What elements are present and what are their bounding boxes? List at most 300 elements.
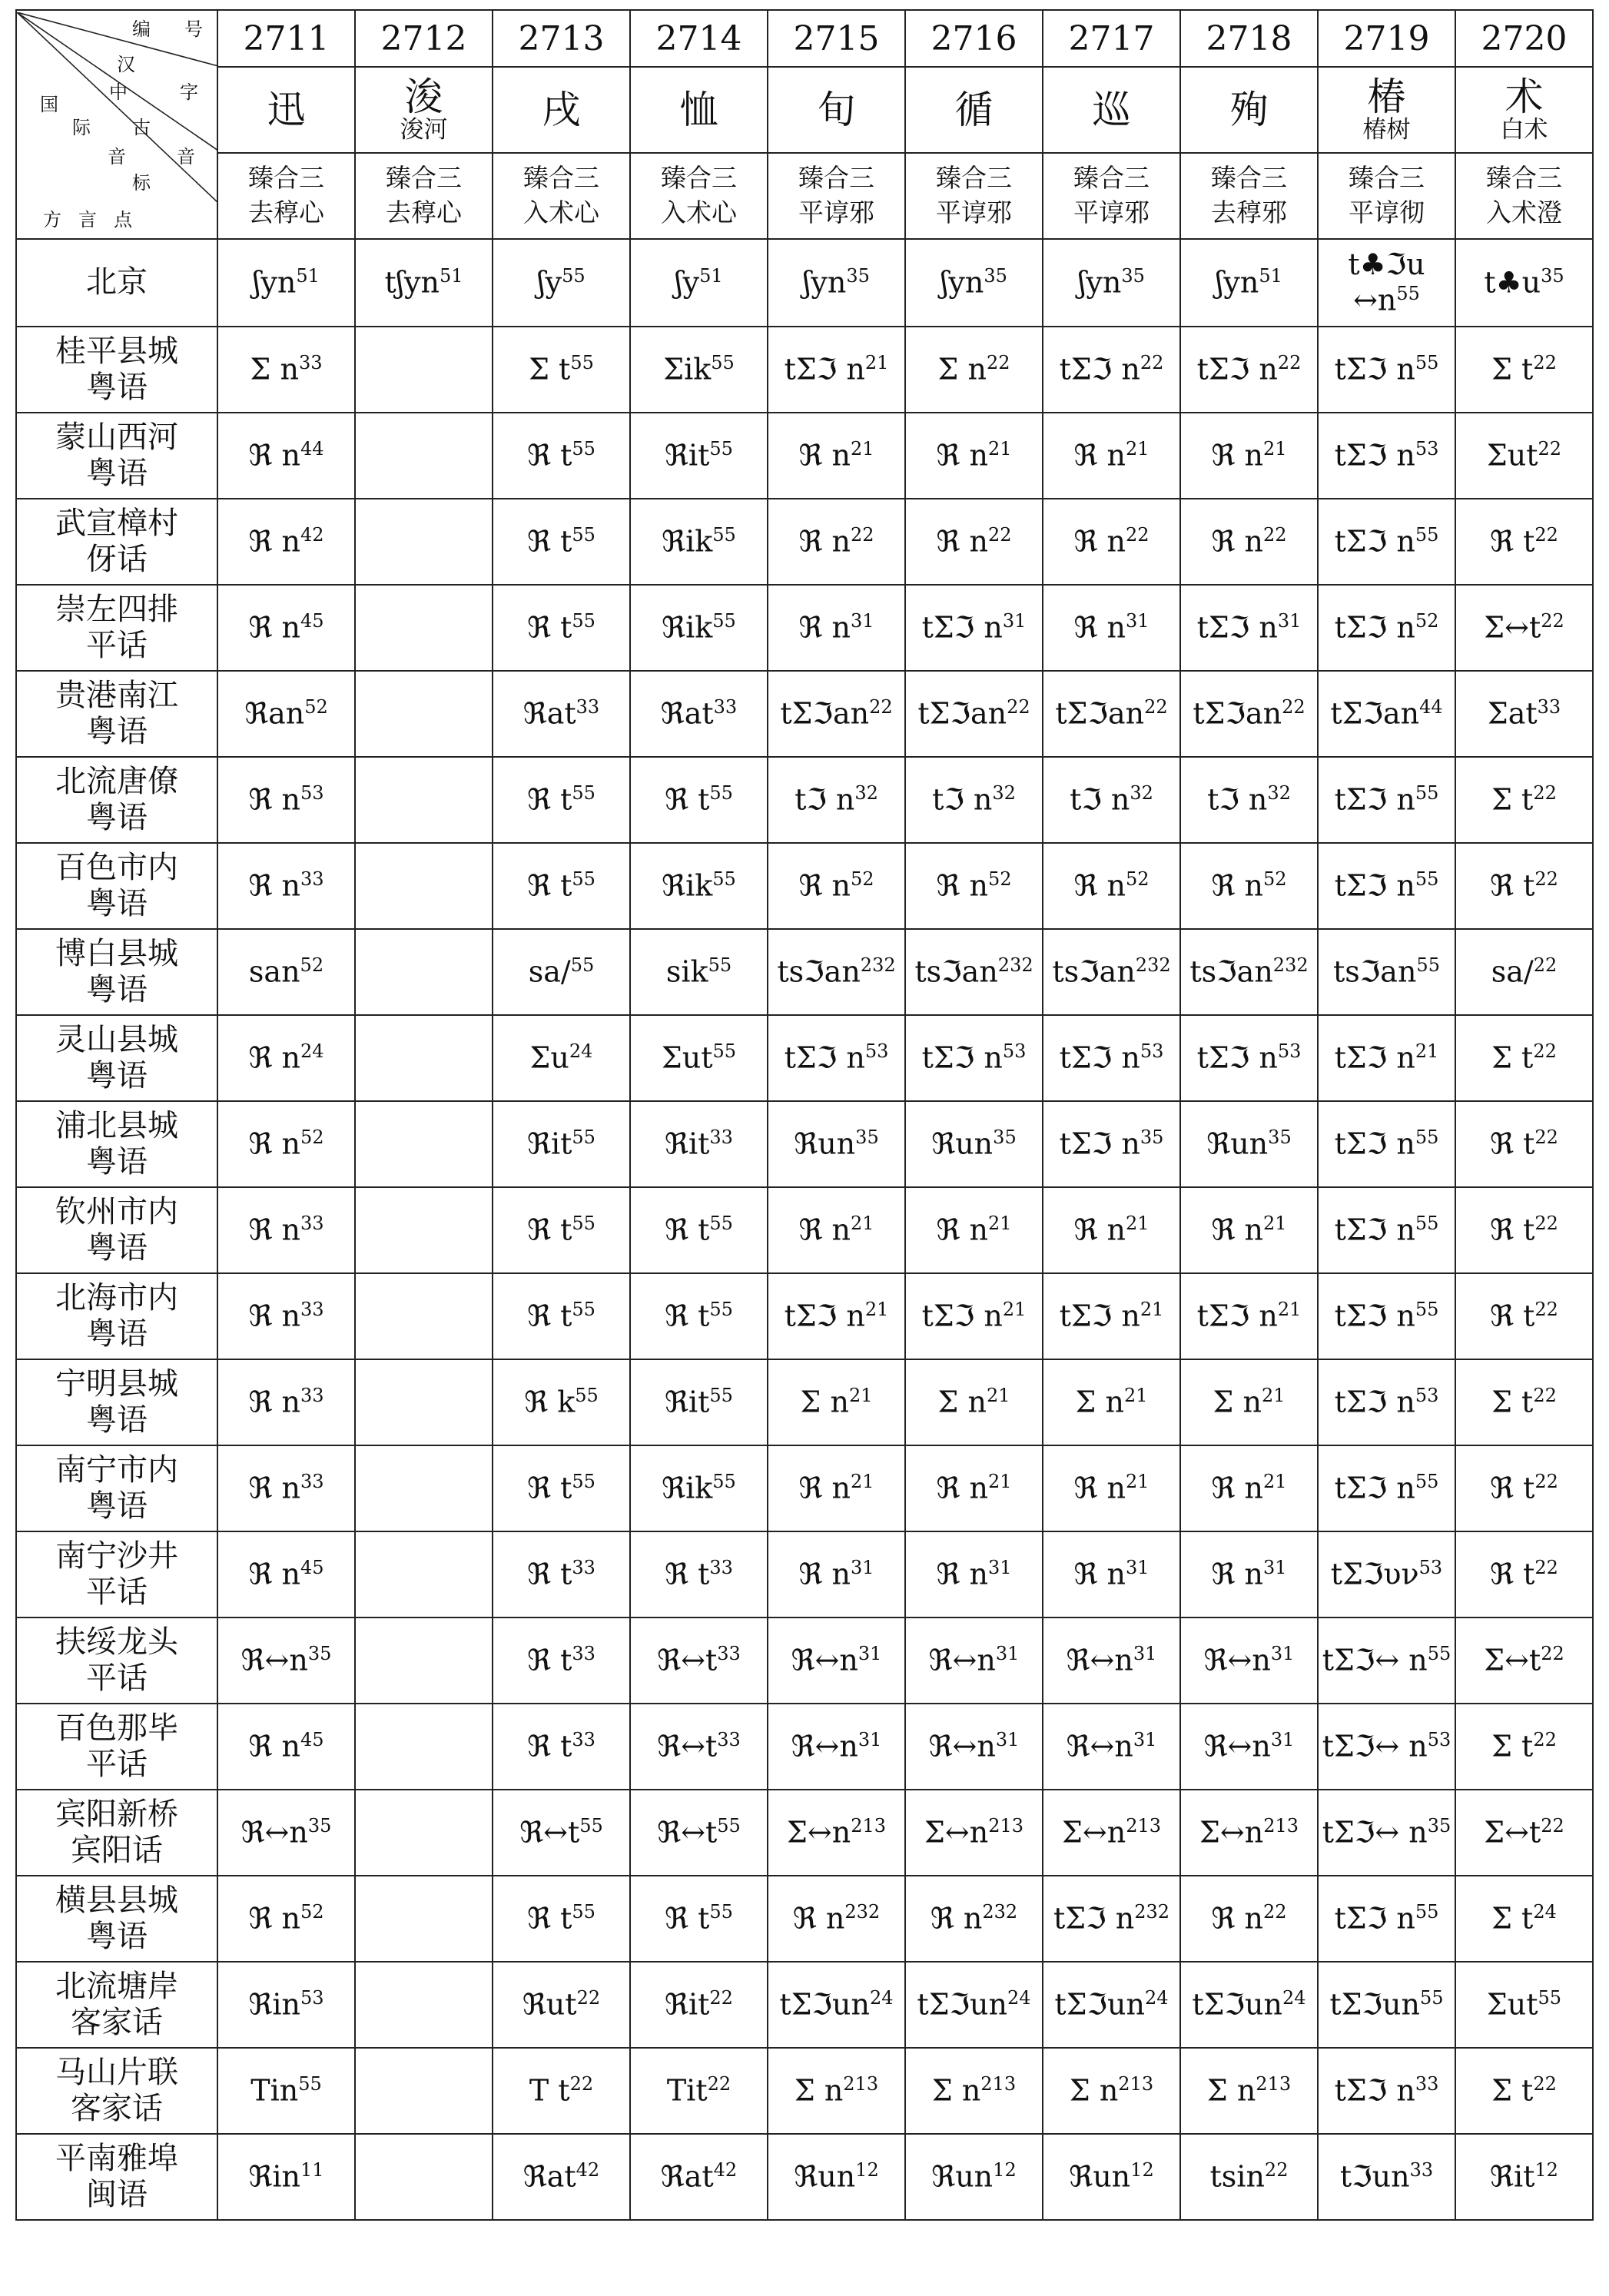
- tone-number: 22: [707, 2072, 732, 2095]
- pronunciation-cell: [217, 1876, 355, 1962]
- tone-number: 31: [858, 1728, 882, 1750]
- pronunciation-cell: [1043, 239, 1180, 327]
- pronunciation-cell: [630, 499, 768, 585]
- tone-number: 232: [1272, 954, 1309, 976]
- ipa-text: Σ n: [1069, 2073, 1119, 2108]
- ipa-text: ℜ n: [936, 1213, 988, 1247]
- ipa-text: ℜ↔n: [1066, 1643, 1133, 1677]
- tone-number: 31: [858, 1642, 882, 1664]
- ipa-text: Σ n: [794, 2073, 844, 2108]
- pronunciation-cell: [217, 413, 355, 499]
- pronunciation-cell: [1455, 585, 1593, 671]
- ipa-text: Σu: [529, 1040, 569, 1075]
- ipa-text: ʃy: [537, 265, 562, 300]
- pronunciation-cell: [768, 585, 905, 671]
- ipa-text: ℜ n: [798, 524, 851, 559]
- location-label: 客家话: [71, 2091, 163, 2126]
- pronunciation-cell: [768, 757, 905, 843]
- location-label: 南宁沙井: [55, 1538, 178, 1574]
- pronunciation-cell: [1180, 1876, 1318, 1962]
- tone-number: 55: [572, 523, 595, 546]
- pronunciation-cell: [1180, 413, 1318, 499]
- pronunciation-cell: [1043, 2048, 1180, 2134]
- tone-number: 22: [1533, 1040, 1557, 1062]
- pronunciation-cell: [217, 1962, 355, 2048]
- pronunciation-cell: [1180, 239, 1318, 327]
- middle-chinese-cell: [217, 153, 355, 239]
- ipa-text: Σ n: [937, 1385, 987, 1419]
- location-cell: [16, 499, 217, 585]
- char-number: 2713: [493, 10, 630, 67]
- ipa-text: ℜ n: [248, 868, 300, 903]
- pronunciation-cell: [493, 585, 630, 671]
- tone-number: 52: [300, 1900, 324, 1923]
- location-label: 粤语: [86, 886, 148, 921]
- pronunciation-cell: [1455, 1790, 1593, 1876]
- char-cell: [1318, 67, 1455, 153]
- pronunciation-cell: [355, 929, 493, 1015]
- pronunciation-cell: [355, 1445, 493, 1531]
- ipa-text: ℜit: [665, 1126, 710, 1161]
- tone-number: 55: [708, 954, 732, 976]
- pronunciation-cell: [493, 1617, 630, 1704]
- pronunciation-cell: [630, 1790, 768, 1876]
- tone-number: 55: [298, 2072, 322, 2095]
- ipa-text: ℜit: [665, 1987, 710, 2022]
- pronunciation-cell: [905, 671, 1043, 757]
- location-cell: [16, 1531, 217, 1617]
- pronunciation-cell: [1318, 2134, 1455, 2220]
- ipa-text: tΣℑ n: [784, 1299, 865, 1333]
- header-row-middle-chinese: [16, 153, 1593, 239]
- ipa-text: ℜ n: [248, 1299, 300, 1333]
- char-number: 2715: [768, 10, 905, 67]
- mc-line: 臻合三: [798, 163, 874, 194]
- tone-number: 33: [572, 1642, 595, 1664]
- ipa-text: ℜ t: [665, 782, 710, 817]
- pronunciation-cell: [1318, 1617, 1455, 1704]
- hanzi-word: 浚河: [400, 116, 448, 144]
- tone-number: 232: [997, 954, 1033, 976]
- ipa-text: tΣℑ n: [1059, 1040, 1140, 1075]
- tone-number: 21: [1262, 1470, 1287, 1492]
- ipa-text: ʃy: [675, 265, 700, 300]
- location-label: 平话: [86, 1574, 148, 1610]
- ipa-text: ℜun: [1206, 1126, 1269, 1161]
- tone-number: 22: [1541, 1814, 1564, 1836]
- table-row: [16, 1876, 1593, 1962]
- ipa-text: tsℑan: [1333, 954, 1417, 989]
- hanzi: 巡: [1092, 87, 1131, 132]
- mc-line: 臻合三: [248, 163, 324, 194]
- pronunciation-cell: [630, 1704, 768, 1790]
- location-cell: [16, 671, 217, 757]
- pronunciation-cell: [1180, 327, 1318, 413]
- pronunciation-cell: [493, 1445, 630, 1531]
- ipa-text: Σ n: [800, 1385, 849, 1419]
- pronunciation-cell: [905, 1445, 1043, 1531]
- ipa-text: ℜin: [248, 2159, 300, 2194]
- pronunciation-cell: [1455, 1617, 1593, 1704]
- corner-label: 际: [72, 117, 91, 138]
- tone-number: 12: [1534, 2158, 1558, 2181]
- ipa-text: ℜ↔n: [241, 1643, 308, 1677]
- pronunciation-cell: [1455, 671, 1593, 757]
- pronunciation-cell: [1180, 2134, 1318, 2220]
- ipa-text: tΣℑυν: [1330, 1557, 1419, 1591]
- tone-number: 55: [712, 609, 736, 632]
- pronunciation-cell: [217, 2048, 355, 2134]
- pronunciation-cell: [355, 2134, 493, 2220]
- tone-number: 55: [709, 437, 733, 460]
- ipa-text: tΣℑ↔ n: [1322, 1643, 1428, 1677]
- tone-number: 42: [713, 2158, 738, 2181]
- ipa-text: ℜ t: [527, 1299, 572, 1333]
- pronunciation-cell: [493, 2134, 630, 2220]
- table-row: [16, 1531, 1593, 1617]
- tone-number: 55: [709, 1384, 733, 1406]
- tone-number: 33: [572, 1728, 595, 1750]
- location-cell: [16, 2048, 217, 2134]
- location-label: 伢话: [86, 542, 148, 577]
- tone-number: 51: [1259, 264, 1282, 287]
- tone-number: 232: [844, 1900, 881, 1923]
- ipa-text: tΣℑun: [917, 1987, 1008, 2022]
- pronunciation-cell: [1180, 1445, 1318, 1531]
- mc-line: 臻合三: [1486, 163, 1562, 194]
- ipa-text: Σ↔t: [1484, 1643, 1541, 1677]
- table-row: [16, 1359, 1593, 1445]
- ipa-text: tΣℑ n: [1196, 352, 1278, 387]
- pronunciation-cell: [1455, 499, 1593, 585]
- pronunciation-cell: [1455, 1962, 1593, 2048]
- tone-number: 21: [987, 437, 1012, 460]
- ipa-text: tΣℑun: [779, 1987, 871, 2022]
- tone-number: 22: [1534, 1298, 1558, 1320]
- tone-number: 213: [843, 2072, 879, 2095]
- pronunciation-cell: [355, 499, 493, 585]
- tone-number: 21: [1415, 1040, 1439, 1062]
- tone-number: 55: [709, 1900, 733, 1923]
- tone-number: 22: [1533, 954, 1558, 976]
- dialect-table-sheet: [15, 9, 1592, 2221]
- tone-number: 21: [864, 351, 889, 373]
- pronunciation-cell: [630, 1359, 768, 1445]
- ipa-text: tℑ n: [795, 782, 855, 817]
- pronunciation-cell: [630, 757, 768, 843]
- pronunciation-cell: [768, 239, 905, 327]
- table-row: [16, 1445, 1593, 1531]
- hanzi: 旬: [817, 87, 856, 132]
- tone-number: 52: [1125, 868, 1150, 890]
- tone-number: 35: [984, 264, 1007, 287]
- tone-number: 21: [987, 1212, 1012, 1234]
- pronunciation-cell: [217, 671, 355, 757]
- tone-number: 31: [987, 1556, 1012, 1578]
- pronunciation-cell: [1318, 2048, 1455, 2134]
- mc-line: 入术心: [661, 197, 737, 227]
- location-label: 钦州市内: [55, 1193, 178, 1229]
- location-label: 北京: [86, 264, 148, 300]
- pronunciation-cell: [768, 1617, 905, 1704]
- pronunciation-cell: [355, 1359, 493, 1445]
- pronunciation-cell: [355, 239, 493, 327]
- ipa-text: ℜ n: [248, 1126, 300, 1161]
- ipa-text: ℜ n: [248, 438, 300, 473]
- pronunciation-cell: [630, 843, 768, 929]
- ipa-text: tΣℑan: [1055, 696, 1145, 731]
- ipa-text: Tit: [666, 2073, 708, 2108]
- ipa-text: Σ t: [529, 352, 571, 387]
- mc-line: 臻合三: [386, 163, 462, 194]
- hanzi: 殉: [1229, 87, 1269, 132]
- char-number: 2719: [1318, 10, 1455, 67]
- pronunciation-cell: [768, 1876, 905, 1962]
- ipa-text: ℜ t: [1490, 868, 1535, 903]
- pronunciation-cell: [630, 1962, 768, 2048]
- ipa-text: ℜ n: [1073, 868, 1126, 903]
- char-cell: [630, 67, 768, 153]
- tone-number: 22: [1264, 2158, 1289, 2181]
- table-row: [16, 1617, 1593, 1704]
- ipa-text: tΣℑan: [1193, 696, 1282, 731]
- tone-number: 22: [1534, 1126, 1558, 1148]
- ipa-text: Σ n: [1206, 2073, 1256, 2108]
- pronunciation-cell: [1180, 499, 1318, 585]
- location-cell: [16, 1962, 217, 2048]
- location-label: 粤语: [86, 972, 148, 1007]
- location-label: 闽语: [86, 2177, 148, 2212]
- pronunciation-cell: [1318, 1704, 1455, 1790]
- ipa-text: ℜ n: [1073, 524, 1126, 559]
- pronunciation-cell: [355, 843, 493, 929]
- dialect-table: [15, 9, 1594, 2221]
- ipa-text: tℑ n: [1070, 782, 1130, 817]
- mc-line: 平谆邪: [798, 197, 874, 227]
- tone-number: 33: [300, 1298, 324, 1320]
- tone-number: 21: [986, 1384, 1010, 1406]
- tone-number: 52: [987, 868, 1012, 890]
- pronunciation-cell: [493, 1273, 630, 1359]
- ipa-text: ℜik: [662, 610, 713, 645]
- pronunciation-cell: [1043, 585, 1180, 671]
- ipa-text: tΣℑ n: [1334, 868, 1415, 903]
- pronunciation-cell: [1043, 1187, 1180, 1273]
- tone-number: 53: [1415, 437, 1439, 460]
- location-label: 粤语: [86, 1919, 148, 1954]
- ipa-text: Σ n: [250, 352, 299, 387]
- tone-number: 55: [572, 1126, 595, 1148]
- ipa-text: ℜ n: [936, 1471, 988, 1505]
- tone-number: 35: [855, 1126, 879, 1148]
- pronunciation-cell: [493, 1101, 630, 1187]
- ipa-text: tΣℑ n: [1334, 1126, 1415, 1161]
- pronunciation-cell: [1043, 1876, 1180, 1962]
- ipa-text: T t: [529, 2073, 570, 2108]
- location-cell: [16, 1445, 217, 1531]
- ipa-text: tΣℑ n: [1334, 610, 1415, 645]
- ipa-text: ℜ t: [527, 1729, 572, 1763]
- mc-line: 入术心: [523, 197, 599, 227]
- pronunciation-cell: [905, 2048, 1043, 2134]
- hanzi: 戌: [542, 87, 581, 132]
- tone-number: 32: [992, 781, 1016, 804]
- tone-number: 53: [300, 781, 324, 804]
- table-row: [16, 1101, 1593, 1187]
- pronunciation-cell: [1455, 1445, 1593, 1531]
- ipa-text: ʃyn: [803, 265, 847, 300]
- tone-number: 31: [1270, 1642, 1295, 1664]
- pronunciation-cell: [905, 1273, 1043, 1359]
- tone-number: 31: [1270, 1728, 1295, 1750]
- tone-number: 42: [300, 523, 324, 546]
- pronunciation-cell: [1180, 1015, 1318, 1101]
- ipa-text: ʃyn: [1078, 265, 1122, 300]
- tone-number: 35: [307, 1814, 332, 1836]
- corner-label: 方: [43, 209, 61, 231]
- tone-number: 53: [864, 1040, 889, 1062]
- pronunciation-cell: [1318, 757, 1455, 843]
- tone-number: 32: [854, 781, 878, 804]
- tone-number: 22: [986, 351, 1010, 373]
- tone-number: 55: [717, 1814, 741, 1836]
- tone-number: 35: [307, 1642, 332, 1664]
- middle-chinese-cell: [1455, 153, 1593, 239]
- ipa-text: Σ↔n: [1062, 1815, 1126, 1850]
- pronunciation-cell: [1455, 327, 1593, 413]
- table-row: [16, 671, 1593, 757]
- ipa-text: tΣℑun: [1192, 1987, 1283, 2022]
- location-label: 平话: [86, 1661, 148, 1696]
- table-row: [16, 1187, 1593, 1273]
- tone-number: 51: [296, 264, 320, 287]
- tone-number: 32: [1267, 781, 1291, 804]
- pronunciation-cell: [905, 1617, 1043, 1704]
- location-cell: [16, 327, 217, 413]
- hanzi: 椿: [1367, 74, 1406, 119]
- pronunciation-cell: [1180, 757, 1318, 843]
- tone-number: 22: [1534, 1212, 1558, 1234]
- location-label: 蒙山西河: [55, 419, 178, 455]
- pronunciation-cell: [768, 1273, 905, 1359]
- tone-number: 12: [1130, 2158, 1154, 2181]
- tone-number: 22: [1262, 1900, 1287, 1923]
- corner-label: 国: [40, 94, 58, 115]
- ipa-text: ℜ n: [248, 1385, 300, 1419]
- pronunciation-cell: [493, 1962, 630, 2048]
- ipa-text: Σ↔n: [924, 1815, 989, 1850]
- location-cell: [16, 585, 217, 671]
- char-cell: [355, 67, 493, 153]
- ipa-text: tsℑan: [914, 954, 998, 989]
- tone-number: 33: [1415, 2072, 1439, 2095]
- pronunciation-cell: [1318, 1101, 1455, 1187]
- pronunciation-cell: [1318, 585, 1455, 671]
- tone-number: 31: [1262, 1556, 1287, 1578]
- pronunciation-cell: [905, 1704, 1043, 1790]
- char-number: 2718: [1180, 10, 1318, 67]
- ipa-text: ℜ n: [798, 438, 851, 473]
- ipa-text: ℜ t: [1490, 1557, 1535, 1591]
- pronunciation-cell: [493, 1187, 630, 1273]
- location-cell: [16, 1273, 217, 1359]
- ipa-text: ℜ n: [1073, 1557, 1126, 1591]
- pronunciation-cell: [217, 1617, 355, 1704]
- tone-number: 31: [995, 1728, 1020, 1750]
- tone-number: 33: [298, 351, 323, 373]
- tone-number: 33: [300, 1384, 324, 1406]
- tone-number: 24: [300, 1040, 324, 1062]
- location-label: 贵港南江: [55, 677, 178, 713]
- ipa-text: ℜ t: [527, 524, 572, 559]
- ipa-text: ℜ n: [936, 438, 988, 473]
- tone-number: 31: [1133, 1642, 1157, 1664]
- tone-number: 33: [572, 1556, 595, 1578]
- ipa-text: ʃyn: [1216, 265, 1259, 300]
- ipa-text: Σ n: [1075, 1385, 1124, 1419]
- pronunciation-cell: [1180, 1359, 1318, 1445]
- tone-number: 33: [717, 1728, 741, 1750]
- ipa-text: Σik: [663, 352, 712, 387]
- mc-line: 去稕邪: [1211, 197, 1287, 227]
- tone-number: 21: [1140, 1298, 1164, 1320]
- tone-number: 55: [1416, 954, 1440, 976]
- pronunciation-cell: [630, 1617, 768, 1704]
- ipa-text: ℜ t: [527, 1557, 572, 1591]
- tone-number: 213: [988, 1814, 1023, 1836]
- ipa-text: tΣℑan: [917, 696, 1007, 731]
- table-row: [16, 757, 1593, 843]
- ipa-text: ℜ n: [936, 524, 988, 559]
- location-label: 粤语: [86, 1488, 148, 1524]
- pronunciation-cell: [493, 843, 630, 929]
- tone-number: 24: [1533, 1900, 1557, 1923]
- tone-number: 55: [572, 609, 595, 632]
- middle-chinese-cell: [1043, 153, 1180, 239]
- ipa-text: ℜ n: [798, 868, 851, 903]
- pronunciation-cell: [768, 843, 905, 929]
- char-cell: [1043, 67, 1180, 153]
- table-row: [16, 929, 1593, 1015]
- ipa-text: Σut: [1486, 438, 1538, 473]
- pronunciation-cell: [768, 2048, 905, 2134]
- ipa-text: ℜ↔n: [791, 1643, 858, 1677]
- pronunciation-cell: [630, 671, 768, 757]
- pronunciation-cell: [905, 929, 1043, 1015]
- ipa-text: ℜ n: [930, 1901, 983, 1936]
- pronunciation-cell: [217, 843, 355, 929]
- ipa-text: ℜ n: [1211, 1471, 1263, 1505]
- pronunciation-cell: [905, 239, 1043, 327]
- pronunciation-cell: [905, 1790, 1043, 1876]
- pronunciation-cell: [355, 1015, 493, 1101]
- table-row: [16, 1790, 1593, 1876]
- location-cell: [16, 1704, 217, 1790]
- ipa-text: Σ t: [1491, 2073, 1534, 2108]
- pronunciation-cell: [355, 757, 493, 843]
- ipa-text: ℜut: [522, 1987, 577, 2022]
- ipa-text: t♣ℑu ↔n: [1348, 247, 1425, 317]
- tone-number: 22: [1533, 2072, 1557, 2095]
- tone-number: 21: [1002, 1298, 1027, 1320]
- ipa-text: tΣℑ n: [921, 610, 1003, 645]
- pronunciation-cell: [1180, 1187, 1318, 1273]
- ipa-text: ℜ t: [665, 1299, 710, 1333]
- pronunciation-cell: [493, 1359, 630, 1445]
- hanzi: 浚: [404, 74, 443, 119]
- ipa-text: ℜit: [1490, 2159, 1535, 2194]
- mc-line: 平谆邪: [1073, 197, 1150, 227]
